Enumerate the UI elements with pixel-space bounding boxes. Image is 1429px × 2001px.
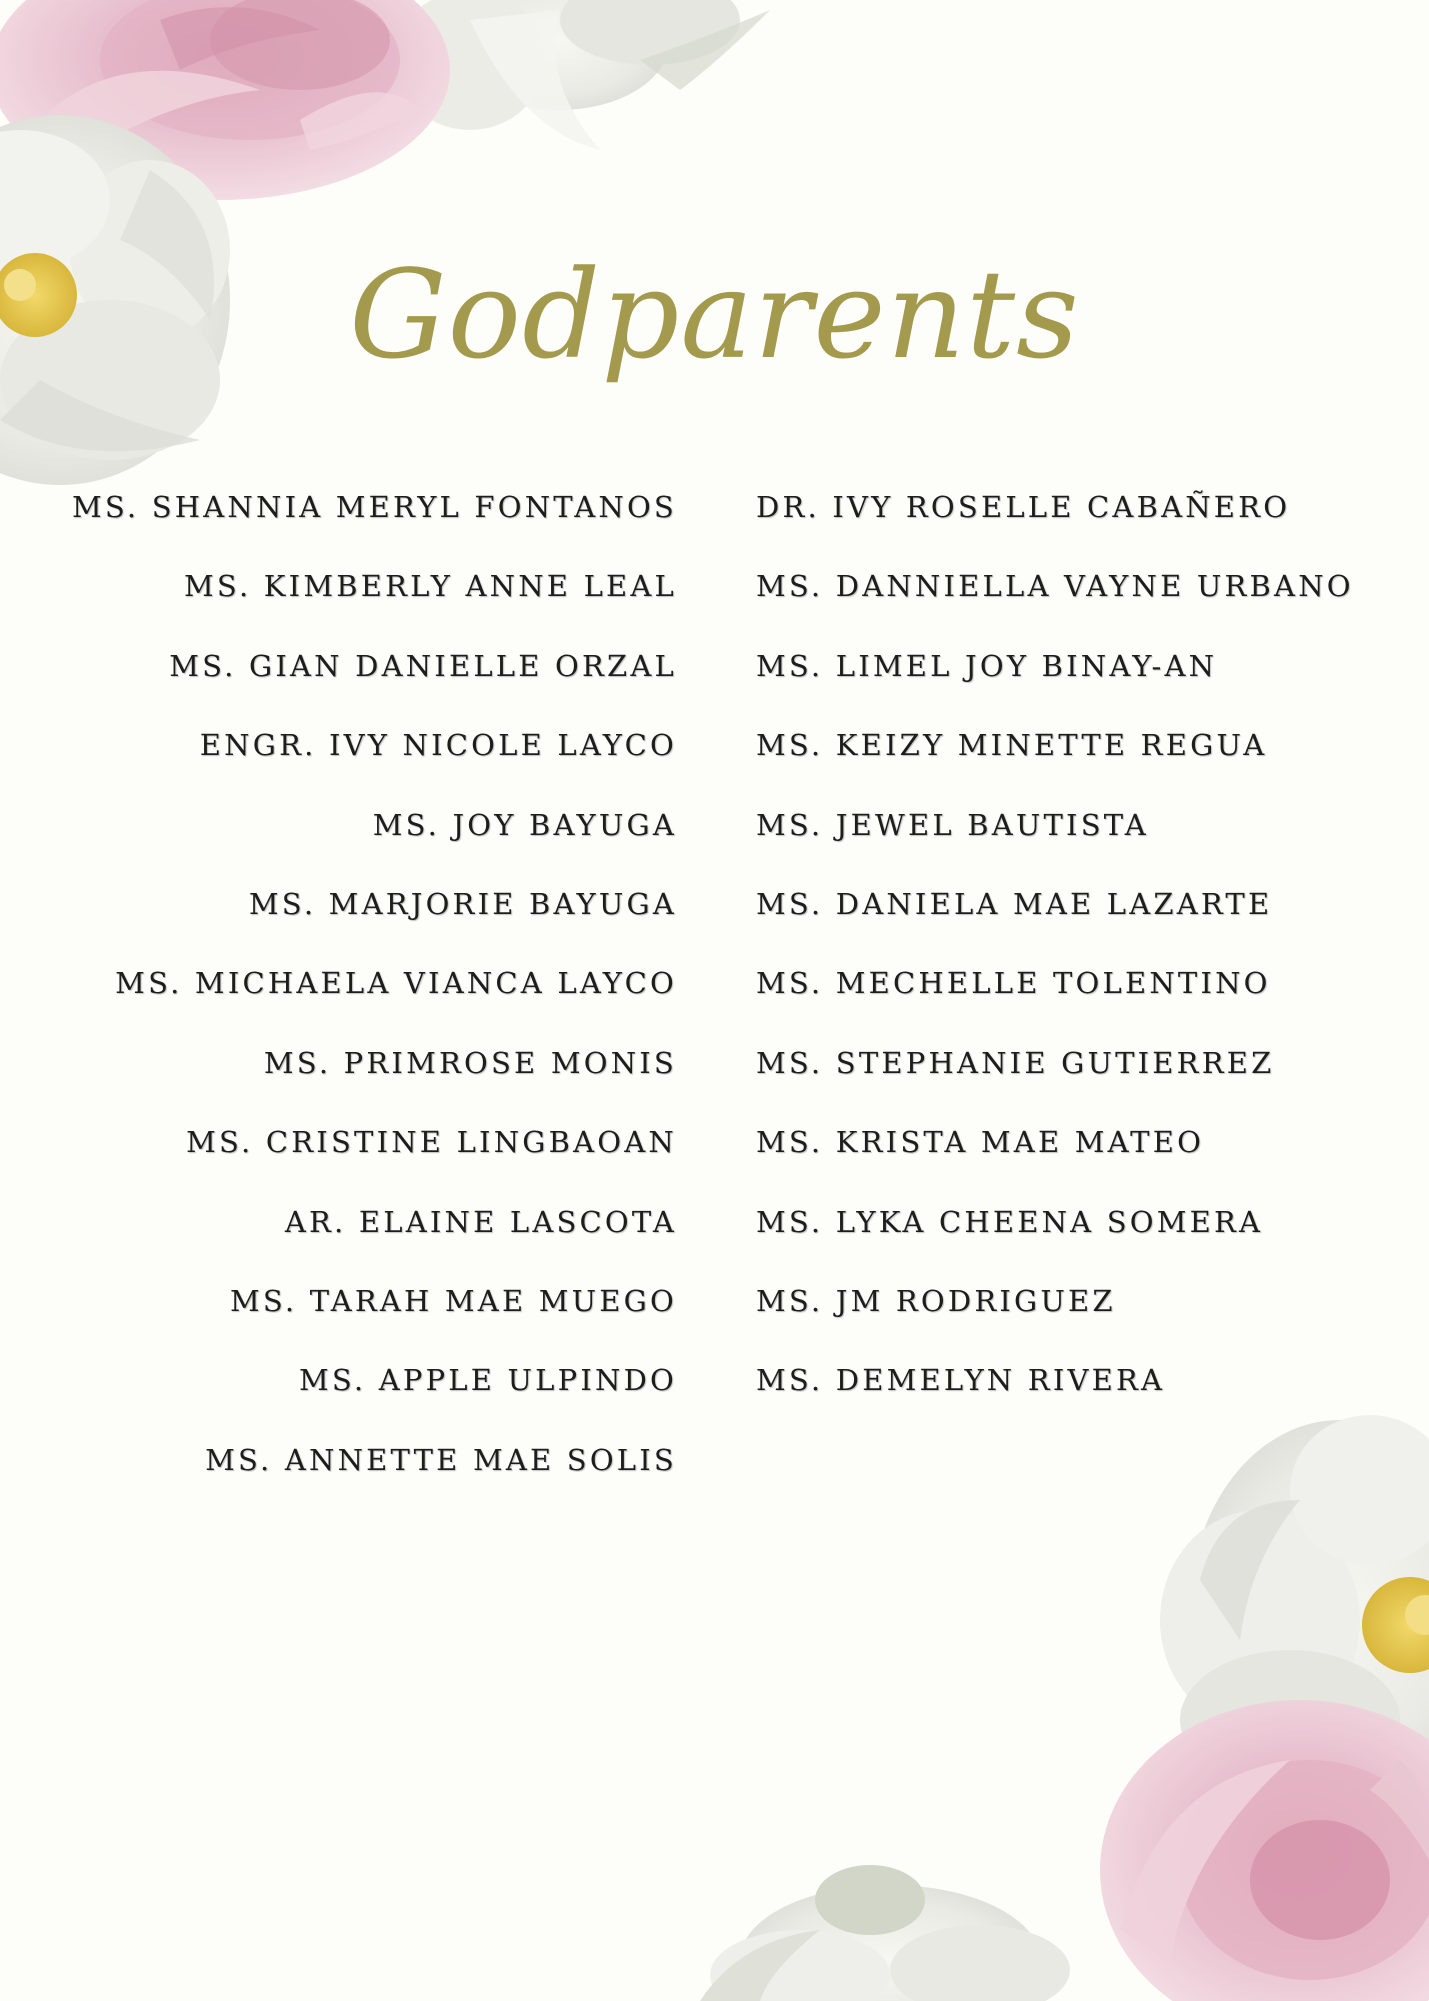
- godparents-right-column: [756, 482, 1396, 1435]
- godparent-name: MS. DEMELYN RIVERA: [756, 1363, 1166, 1398]
- bottom-right-flowers: [700, 1415, 1429, 2001]
- godparent-name: AR. ELAINE LASCOTA: [284, 1204, 677, 1239]
- godparent-name: MS. MARJORIE BAYUGA: [248, 886, 677, 921]
- godparent-name: MS. JEWEL BAUTISTA: [756, 807, 1149, 842]
- godparent-name: MS. MECHELLE TOLENTINO: [756, 966, 1271, 1001]
- godparent-name: MS. LIMEL JOY BINAY-AN: [756, 648, 1218, 683]
- godparent-name: MS. DANIELA MAE LAZARTE: [756, 886, 1273, 921]
- godparent-name: ENGR. IVY NICOLE LAYCO: [199, 728, 677, 763]
- godparent-name: MS. LYKA CHEENA SOMERA: [756, 1204, 1264, 1239]
- godparent-name: MS. MICHAELA VIANCA LAYCO: [115, 966, 677, 1001]
- godparent-name: MS. ANNETTE MAE SOLIS: [205, 1442, 677, 1477]
- godparent-name: MS. KIMBERLY ANNE LEAL: [184, 569, 677, 604]
- godparent-name: MS. PRIMROSE MONIS: [263, 1045, 677, 1080]
- godparent-name: MS. STEPHANIE GUTIERREZ: [756, 1045, 1275, 1080]
- page-title: Godparents: [349, 244, 1080, 386]
- godparent-name: MS. DANNIELLA VAYNE URBANO: [756, 569, 1354, 604]
- godparent-name: MS. GIAN DANIELLE ORZAL: [169, 648, 677, 683]
- godparent-name: DR. IVY ROSELLE CABAÑERO: [756, 490, 1291, 524]
- godparent-name: MS. KRISTA MAE MATEO: [756, 1125, 1205, 1160]
- godparent-name: MS. CRISTINE LINGBAOAN: [186, 1125, 677, 1160]
- godparent-name: MS. TARAH MAE MUEGO: [229, 1283, 677, 1318]
- godparents-left-column: [60, 482, 677, 1514]
- godparent-name: MS. JM RODRIGUEZ: [756, 1283, 1116, 1318]
- godparent-name: MS. SHANNIA MERYL FONTANOS: [71, 490, 677, 524]
- godparent-name: MS. KEIZY MINETTE REGUA: [756, 728, 1268, 763]
- godparent-name: MS. APPLE ULPINDO: [298, 1363, 677, 1398]
- godparent-name: MS. JOY BAYUGA: [372, 807, 677, 842]
